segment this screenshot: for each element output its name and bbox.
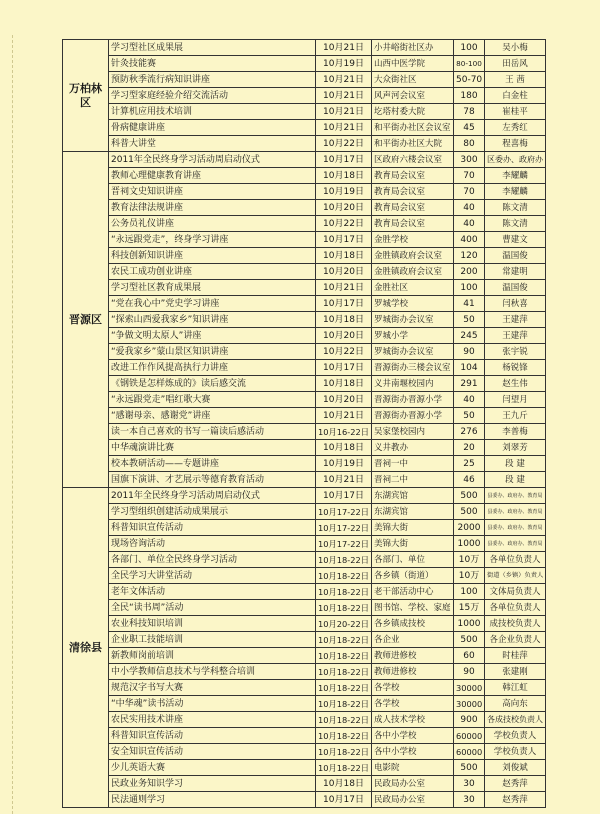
activity-date: 10月18日 xyxy=(316,776,372,792)
person-in-charge: 成技校负责人 xyxy=(485,616,546,632)
person-in-charge: 文体局负责人 xyxy=(485,584,546,600)
activity-name: 中华魂演讲比赛 xyxy=(109,440,316,456)
table-row xyxy=(63,440,546,456)
page-fold-line xyxy=(12,35,13,814)
table-row xyxy=(63,184,546,200)
activity-place: 东湖宾馆 xyxy=(372,488,454,504)
region-label: 万柏林区 xyxy=(63,40,109,152)
person-in-charge: 李耀麟 xyxy=(485,168,546,184)
activity-name: 计算机应用技术培训 xyxy=(109,104,316,120)
person-in-charge: 各成技校负责人 xyxy=(485,712,546,728)
table-row xyxy=(63,248,546,264)
table-row xyxy=(63,456,546,472)
person-in-charge: 赵生伟 xyxy=(485,376,546,392)
person-in-charge: 刘翠芳 xyxy=(485,440,546,456)
activity-date: 10月17-22日 xyxy=(316,520,372,536)
activity-name: 各部门、单位全民终身学习活动 xyxy=(109,552,316,568)
participant-count: 30 xyxy=(454,792,485,808)
activity-name: 改进工作作风提高执行力讲座 xyxy=(109,360,316,376)
person-in-charge: 程喜梅 xyxy=(485,136,546,152)
activity-date: 10月18日 xyxy=(316,376,372,392)
activity-place: 晋祠二中 xyxy=(372,472,454,488)
activity-date: 10月17-22日 xyxy=(316,536,372,552)
activity-place: 吴家堡校园内 xyxy=(372,424,454,440)
activity-date: 10月17日 xyxy=(316,360,372,376)
person-in-charge: 田岳风 xyxy=(485,56,546,72)
table-row xyxy=(63,200,546,216)
table-row xyxy=(63,616,546,632)
activity-name: 科普知识宣传活动 xyxy=(109,520,316,536)
person-in-charge: 县委办、政府办、教育局 xyxy=(485,536,546,552)
participant-count: 60 xyxy=(454,648,485,664)
person-in-charge: 王建萍 xyxy=(485,312,546,328)
person-in-charge: 各单位负责人 xyxy=(485,600,546,616)
activity-name: 老年文体活动 xyxy=(109,584,316,600)
participant-count: 2000 xyxy=(454,520,485,536)
table-row xyxy=(63,408,546,424)
activity-date: 10月18日 xyxy=(316,168,372,184)
person-in-charge: 县委办、政府办、教育局 xyxy=(485,504,546,520)
participant-count: 245 xyxy=(454,328,485,344)
activity-date: 10月21日 xyxy=(316,120,372,136)
participant-count: 40 xyxy=(454,216,485,232)
activity-place: 金胜镇政府会议室 xyxy=(372,248,454,264)
activity-place: 各乡镇（街道） xyxy=(372,568,454,584)
activity-date: 10月18-22日 xyxy=(316,680,372,696)
table-row xyxy=(63,152,546,168)
region-label: 晋源区 xyxy=(63,152,109,488)
activity-date: 10月18-22日 xyxy=(316,744,372,760)
activity-name: 学习型社区教育成果展 xyxy=(109,280,316,296)
activity-name: 《钢铁是怎样炼成的》读后感交流 xyxy=(109,376,316,392)
activity-place: 罗城街办会议室 xyxy=(372,344,454,360)
table-row xyxy=(63,744,546,760)
participant-count: 40 xyxy=(454,200,485,216)
person-in-charge: 王建萍 xyxy=(485,328,546,344)
participant-count: 500 xyxy=(454,632,485,648)
activity-name: 民政业务知识学习 xyxy=(109,776,316,792)
activity-place: 各中小学校 xyxy=(372,728,454,744)
person-in-charge: 县委办、政府办、教育局 xyxy=(485,520,546,536)
activity-place: 义井教办 xyxy=(372,440,454,456)
activity-date: 10月22日 xyxy=(316,216,372,232)
activity-place: 金胜镇政府会议室 xyxy=(372,264,454,280)
activity-name: 预防秋季流行病知识讲座 xyxy=(109,72,316,88)
person-in-charge: 陈文清 xyxy=(485,216,546,232)
activity-date: 10月18-22日 xyxy=(316,552,372,568)
person-in-charge: 左秀红 xyxy=(485,120,546,136)
activity-date: 10月17日 xyxy=(316,232,372,248)
activity-name: 安全知识宣传活动 xyxy=(109,744,316,760)
person-in-charge: 温国俊 xyxy=(485,280,546,296)
activity-name: “中华魂”读书活动 xyxy=(109,696,316,712)
activity-date: 10月18-22日 xyxy=(316,712,372,728)
table-row xyxy=(63,40,546,56)
activity-date: 10月21日 xyxy=(316,88,372,104)
person-in-charge: 白金柱 xyxy=(485,88,546,104)
person-in-charge: 段 建 xyxy=(485,472,546,488)
activity-place: 美锦大街 xyxy=(372,520,454,536)
activity-place: 各乡镇成技校 xyxy=(372,616,454,632)
activity-name: 晋祠文史知识讲座 xyxy=(109,184,316,200)
participant-count: 70 xyxy=(454,184,485,200)
participant-count: 45 xyxy=(454,120,485,136)
activity-name: 骨病健康讲座 xyxy=(109,120,316,136)
person-in-charge: 崔桂平 xyxy=(485,104,546,120)
table-row xyxy=(63,728,546,744)
table-row xyxy=(63,216,546,232)
activity-name: 农民实用技术讲座 xyxy=(109,712,316,728)
activity-place: 罗城学校 xyxy=(372,296,454,312)
person-in-charge: 韩江虹 xyxy=(485,680,546,696)
activity-name: 全民学习大讲堂活动 xyxy=(109,568,316,584)
participant-count: 180 xyxy=(454,88,485,104)
table-row xyxy=(63,264,546,280)
participant-count: 200 xyxy=(454,264,485,280)
person-in-charge: 吴小梅 xyxy=(485,40,546,56)
activity-place: 义井南堰校园内 xyxy=(372,376,454,392)
table-row xyxy=(63,360,546,376)
participant-count: 60000 xyxy=(454,728,485,744)
activity-date: 10月20-22日 xyxy=(316,616,372,632)
activity-name: 学习型家庭经验介绍交流活动 xyxy=(109,88,316,104)
activity-name: 企业职工技能培训 xyxy=(109,632,316,648)
person-in-charge: 高向东 xyxy=(485,696,546,712)
table-row xyxy=(63,568,546,584)
participant-count: 1000 xyxy=(454,616,485,632)
participant-count: 400 xyxy=(454,232,485,248)
activity-name: 民法通则学习 xyxy=(109,792,316,808)
activity-date: 10月20日 xyxy=(316,200,372,216)
participant-count: 80 xyxy=(454,136,485,152)
activity-name: “争做文明太原人”讲座 xyxy=(109,328,316,344)
activity-date: 10月18-22日 xyxy=(316,664,372,680)
activity-place: 电影院 xyxy=(372,760,454,776)
activity-name: 全民“读书周”活动 xyxy=(109,600,316,616)
person-in-charge: 学校负责人 xyxy=(485,744,546,760)
activity-date: 10月21日 xyxy=(316,40,372,56)
activity-place: 各中小学校 xyxy=(372,744,454,760)
activity-name: “永远跟党走”，终身学习讲座 xyxy=(109,232,316,248)
activity-place: 和平街办社区会议室 xyxy=(372,120,454,136)
table-row xyxy=(63,120,546,136)
participant-count: 30000 xyxy=(454,680,485,696)
activity-date: 10月18-22日 xyxy=(316,584,372,600)
activity-name: 少儿英语大赛 xyxy=(109,760,316,776)
activity-name: 科普知识宣传活动 xyxy=(109,728,316,744)
activity-date: 10月21日 xyxy=(316,280,372,296)
participant-count: 30 xyxy=(454,776,485,792)
table-row xyxy=(63,712,546,728)
table-row xyxy=(63,632,546,648)
table-row xyxy=(63,488,546,504)
participant-count: 90 xyxy=(454,664,485,680)
table-row xyxy=(63,280,546,296)
activity-name: 科技创新知识讲座 xyxy=(109,248,316,264)
participant-count: 10万 xyxy=(454,552,485,568)
participant-count: 46 xyxy=(454,472,485,488)
table-row xyxy=(63,776,546,792)
activity-place: 山西中医学院 xyxy=(372,56,454,72)
table-row xyxy=(63,136,546,152)
activity-place: 罗城小学 xyxy=(372,328,454,344)
person-in-charge: 闫秋喜 xyxy=(485,296,546,312)
table-row xyxy=(63,56,546,72)
activity-place: 教育局会议室 xyxy=(372,200,454,216)
participant-count: 900 xyxy=(454,712,485,728)
activity-name: 规范汉字书写大赛 xyxy=(109,680,316,696)
activity-place: 教育局会议室 xyxy=(372,216,454,232)
person-in-charge: 时桂萍 xyxy=(485,648,546,664)
participant-count: 1000 xyxy=(454,536,485,552)
activity-place: 东湖宾馆 xyxy=(372,504,454,520)
activity-date: 10月22日 xyxy=(316,344,372,360)
participant-count: 10万 xyxy=(454,568,485,584)
activity-name: 2011年全民终身学习活动周启动仪式 xyxy=(109,488,316,504)
activity-date: 10月18-22日 xyxy=(316,696,372,712)
participant-count: 90 xyxy=(454,344,485,360)
activity-place: 和平街办社区大院 xyxy=(372,136,454,152)
table-row xyxy=(63,792,546,808)
participant-count: 78 xyxy=(454,104,485,120)
activity-place: 风声河会议室 xyxy=(372,88,454,104)
activity-place: 圪塔村委大院 xyxy=(372,104,454,120)
participant-count: 50 xyxy=(454,312,485,328)
activity-date: 10月18-22日 xyxy=(316,632,372,648)
participant-count: 25 xyxy=(454,456,485,472)
person-in-charge: 街道（乡镇）负责人 xyxy=(485,568,546,584)
activity-date: 10月18-22日 xyxy=(316,568,372,584)
participant-count: 500 xyxy=(454,504,485,520)
activity-date: 10月18-22日 xyxy=(316,760,372,776)
table-row xyxy=(63,504,546,520)
activity-name: “感谢母亲、感谢党”讲座 xyxy=(109,408,316,424)
participant-count: 500 xyxy=(454,760,485,776)
activity-place: 晋源街办晋源小学 xyxy=(372,392,454,408)
table-row xyxy=(63,328,546,344)
activity-place: 教育局会议室 xyxy=(372,184,454,200)
table-row xyxy=(63,520,546,536)
activity-place: 金胜社区 xyxy=(372,280,454,296)
activity-name: 公务员礼仪讲座 xyxy=(109,216,316,232)
person-in-charge: 王 茜 xyxy=(485,72,546,88)
activity-date: 10月20日 xyxy=(316,392,372,408)
activity-date: 10月17日 xyxy=(316,152,372,168)
activity-place: 教育局会议室 xyxy=(372,168,454,184)
activity-date: 10月18-22日 xyxy=(316,600,372,616)
participant-count: 70 xyxy=(454,168,485,184)
activity-date: 10月18-22日 xyxy=(316,728,372,744)
activity-date: 10月21日 xyxy=(316,472,372,488)
activity-name: 农民工成功创业讲座 xyxy=(109,264,316,280)
participant-count: 100 xyxy=(454,40,485,56)
participant-count: 100 xyxy=(454,280,485,296)
activity-place: 教师进修校 xyxy=(372,664,454,680)
participant-count: 500 xyxy=(454,488,485,504)
activity-name: 教育法律法规讲座 xyxy=(109,200,316,216)
activity-place: 大众街社区 xyxy=(372,72,454,88)
activity-name: 读一本自己喜欢的书写一篇读后感活动 xyxy=(109,424,316,440)
table-row xyxy=(63,584,546,600)
participant-count: 291 xyxy=(454,376,485,392)
person-in-charge: 杨锐锋 xyxy=(485,360,546,376)
person-in-charge: 刘俊斌 xyxy=(485,760,546,776)
table-row xyxy=(63,392,546,408)
participant-count: 80-100 xyxy=(454,56,485,72)
activity-name: 教师心理健康教育讲座 xyxy=(109,168,316,184)
activity-name: 学习型组织创建活动成果展示 xyxy=(109,504,316,520)
activity-name: 新教师岗前培训 xyxy=(109,648,316,664)
activity-date: 10月21日 xyxy=(316,104,372,120)
activity-place: 民政局办公室 xyxy=(372,792,454,808)
table-row xyxy=(63,664,546,680)
person-in-charge: 温国俊 xyxy=(485,248,546,264)
activity-name: 中小学教师信息技术与学科整合培训 xyxy=(109,664,316,680)
activity-date: 10月20日 xyxy=(316,328,372,344)
activity-name: 学习型社区成果展 xyxy=(109,40,316,56)
participant-count: 100 xyxy=(454,584,485,600)
table-row xyxy=(63,376,546,392)
person-in-charge: 各单位负责人 xyxy=(485,552,546,568)
person-in-charge: 赵秀萍 xyxy=(485,792,546,808)
person-in-charge: 张宇锐 xyxy=(485,344,546,360)
participant-count: 120 xyxy=(454,248,485,264)
activity-place: 罗城街办会议室 xyxy=(372,312,454,328)
activity-name: “探索山西爱我家乡”知识讲座 xyxy=(109,312,316,328)
activity-place: 小井峪街社区办 xyxy=(372,40,454,56)
activity-name: “爱我家乡”蒙山景区知识讲座 xyxy=(109,344,316,360)
activity-place: 民政局办公室 xyxy=(372,776,454,792)
activity-date: 10月17日 xyxy=(316,488,372,504)
activity-date: 10月17日 xyxy=(316,296,372,312)
table-row xyxy=(63,168,546,184)
activity-date: 10月17日 xyxy=(316,792,372,808)
activity-place: 各学校 xyxy=(372,696,454,712)
activity-date: 10月18日 xyxy=(316,248,372,264)
activity-date: 10月21日 xyxy=(316,72,372,88)
activity-place: 各学校 xyxy=(372,680,454,696)
activity-date: 10月18-22日 xyxy=(316,648,372,664)
activity-date: 10月18日 xyxy=(316,312,372,328)
activity-date: 10月19日 xyxy=(316,56,372,72)
person-in-charge: 闫望月 xyxy=(485,392,546,408)
table-row xyxy=(63,552,546,568)
person-in-charge: 张建刚 xyxy=(485,664,546,680)
activity-place: 晋源街办晋源小学 xyxy=(372,408,454,424)
table-row xyxy=(63,72,546,88)
table-row xyxy=(63,104,546,120)
table-row xyxy=(63,344,546,360)
table-row xyxy=(63,312,546,328)
activity-place: 图书馆、学校、家庭 xyxy=(372,600,454,616)
participant-count: 50-70 xyxy=(454,72,485,88)
table-row xyxy=(63,232,546,248)
table-row xyxy=(63,424,546,440)
activity-schedule-table xyxy=(62,39,546,808)
person-in-charge: 李普梅 xyxy=(485,424,546,440)
person-in-charge: 赵秀萍 xyxy=(485,776,546,792)
activity-name: 现场咨询活动 xyxy=(109,536,316,552)
activity-name: 科普大讲堂 xyxy=(109,136,316,152)
participant-count: 40 xyxy=(454,392,485,408)
activity-name: “永远跟党走”唱红歌大赛 xyxy=(109,392,316,408)
person-in-charge: 各企业负责人 xyxy=(485,632,546,648)
participant-count: 60000 xyxy=(454,744,485,760)
person-in-charge: 学校负责人 xyxy=(485,728,546,744)
person-in-charge: 陈文清 xyxy=(485,200,546,216)
table-row xyxy=(63,88,546,104)
participant-count: 20 xyxy=(454,440,485,456)
activity-name: 2011年全民终身学习活动周启动仪式 xyxy=(109,152,316,168)
person-in-charge: 县委办、政府办、教育局 xyxy=(485,488,546,504)
activity-date: 10月19日 xyxy=(316,456,372,472)
activity-place: 成人技术学校 xyxy=(372,712,454,728)
activity-place: 教师进修校 xyxy=(372,648,454,664)
person-in-charge: 曹建文 xyxy=(485,232,546,248)
activity-date: 10月20日 xyxy=(316,264,372,280)
activity-date: 10月21日 xyxy=(316,408,372,424)
activity-date: 10月16-22日 xyxy=(316,424,372,440)
table-row xyxy=(63,472,546,488)
activity-place: 金胜学校 xyxy=(372,232,454,248)
activity-place: 各企业 xyxy=(372,632,454,648)
activity-name: 农业科技知识培训 xyxy=(109,616,316,632)
activity-place: 区政府六楼会议室 xyxy=(372,152,454,168)
person-in-charge: 王九斤 xyxy=(485,408,546,424)
person-in-charge: 区委办、政府办 xyxy=(485,152,546,168)
table-row xyxy=(63,296,546,312)
activity-place: 老干部活动中心 xyxy=(372,584,454,600)
activity-date: 10月17-22日 xyxy=(316,504,372,520)
participant-count: 300 xyxy=(454,152,485,168)
table-row xyxy=(63,680,546,696)
participant-count: 276 xyxy=(454,424,485,440)
table-row xyxy=(63,600,546,616)
table-row xyxy=(63,760,546,776)
activity-date: 10月22日 xyxy=(316,136,372,152)
participant-count: 50 xyxy=(454,408,485,424)
table-row xyxy=(63,648,546,664)
person-in-charge: 段 建 xyxy=(485,456,546,472)
activity-name: 校本教研活动——专题讲座 xyxy=(109,456,316,472)
person-in-charge: 常建明 xyxy=(485,264,546,280)
table-row xyxy=(63,536,546,552)
table-row xyxy=(63,696,546,712)
activity-name: “党在我心中”党史学习讲座 xyxy=(109,296,316,312)
participant-count: 104 xyxy=(454,360,485,376)
person-in-charge: 李耀麟 xyxy=(485,184,546,200)
region-label: 清徐县 xyxy=(63,488,109,808)
activity-place: 晋源街办三楼会议室 xyxy=(372,360,454,376)
activity-name: 针灸技能赛 xyxy=(109,56,316,72)
activity-date: 10月19日 xyxy=(316,184,372,200)
participant-count: 30000 xyxy=(454,696,485,712)
activity-place: 晋祠一中 xyxy=(372,456,454,472)
participant-count: 41 xyxy=(454,296,485,312)
activity-place: 各部门、单位 xyxy=(372,552,454,568)
activity-place: 美锦大街 xyxy=(372,536,454,552)
activity-date: 10月18日 xyxy=(316,440,372,456)
participant-count: 15万 xyxy=(454,600,485,616)
activity-name: 国旗下演讲、才艺展示等德育教育活动 xyxy=(109,472,316,488)
